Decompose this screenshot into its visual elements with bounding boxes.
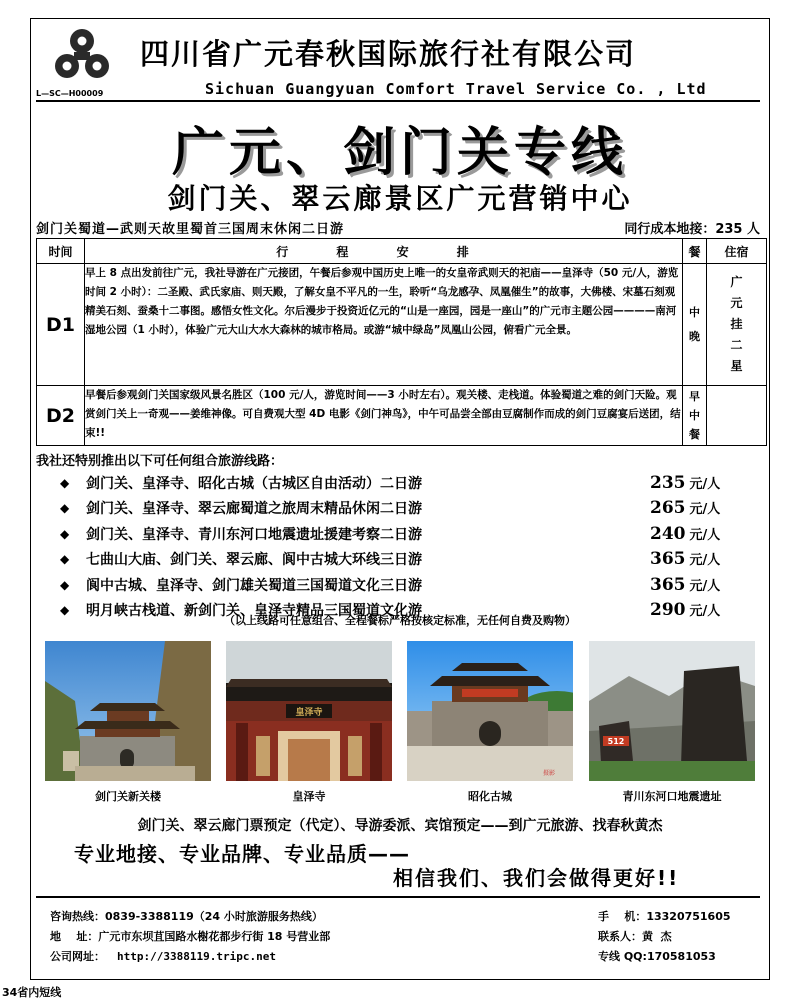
price-value: 365 — [650, 549, 686, 570]
stay-char: 二 — [730, 338, 743, 352]
combo-name: 剑门关、皇泽寺、翠云廊蜀道之旅周末精品休闲二日游 — [86, 501, 422, 518]
day-stay — [707, 386, 767, 446]
stay-char: 广 — [730, 275, 743, 289]
footer-note: 34省内短线 — [2, 986, 62, 999]
slogan-line-1: 专业地接、专业品牌、专业品质—— — [74, 842, 410, 866]
hotline-label: 咨询热线： — [50, 910, 105, 923]
website — [50, 948, 276, 964]
memorial-stone-photo-icon — [589, 641, 755, 781]
stone-label: 512 — [607, 737, 625, 746]
hotline-value: 0839-3388119（24 小时旅游服务热线） — [105, 910, 323, 923]
day-description: 早餐后参观剑门关国家级风景名胜区（100 元/人，游览时间——3 小时左右）。观关楼、走栈道。体验蜀道之难的剑门天险。观赏剑门关上一奇观——姜维神像。可自费观大型 4D 电影《剑门神鸟》，中午可品尝全部由豆腐制作而成的剑门豆腐宴后送团，结束!! — [85, 386, 683, 446]
price-value: 240 — [650, 523, 686, 544]
main-title: 广元、剑门关专线 — [171, 123, 628, 183]
day-label: D2 — [37, 386, 85, 446]
stay-char: 元 — [730, 296, 743, 310]
combo-name: 七曲山大庙、剑门关、翠云廊、阆中古城大环线三日游 — [86, 552, 422, 569]
list-item — [60, 547, 750, 573]
header-time: 时间 — [37, 239, 85, 264]
address-value: 广元市东坝苴国路水榭花都步行街 18 号营业部 — [98, 930, 331, 943]
list-item — [60, 470, 750, 496]
header-divider — [36, 100, 760, 102]
sub-title: 剑门关、翠云廊景区广元营销中心 — [167, 182, 633, 215]
combo-price — [650, 473, 720, 493]
slogan-line-2: 相信我们、我们会做得更好!! — [393, 866, 680, 890]
table-header-row — [37, 239, 767, 264]
table-row-d2 — [37, 386, 767, 446]
price-unit: 元/人 — [689, 476, 721, 492]
mobile — [598, 908, 731, 924]
price-unit: 元/人 — [689, 604, 721, 620]
s-swirl-logo-icon — [52, 28, 112, 80]
contact-person — [598, 928, 672, 944]
itinerary-table — [36, 238, 767, 446]
price-value: 265 — [650, 498, 686, 519]
combo-name: 剑门关、皇泽寺、青川东河口地震遗址援建考察二日游 — [86, 526, 422, 543]
stay-char: 星 — [730, 359, 743, 373]
meal-item: 早 — [689, 390, 700, 403]
header-stay: 住宿 — [707, 239, 767, 264]
list-item — [60, 496, 750, 522]
license-number: L—SC—H00009 — [36, 89, 104, 98]
diamond-bullet-icon: ◆ — [60, 603, 70, 618]
price-unit: 元/人 — [689, 527, 721, 543]
price-value: 235 — [650, 472, 686, 493]
price-unit: 元/人 — [689, 578, 721, 594]
combo-heading: 我社还特别推出以下可任何组合旅游线路： — [36, 454, 284, 469]
day-meals — [683, 264, 707, 386]
qq-label: 专线 QQ: — [598, 950, 647, 963]
website-link[interactable]: http://3388119.tripc.net — [117, 950, 276, 963]
temple-plaque: 皇泽寺 — [295, 708, 323, 718]
city-gate-photo-icon — [407, 641, 573, 781]
address-label: 地 址： — [50, 930, 99, 943]
day-description: 早上 8 点出发前往广元，我社导游在广元接团，午餐后参观中国历史上唯一的女皇帝武则天的祀庙——皇泽寺（50 元/人，游览时间 2 小时）：二圣殿、武氏家庙、则天殿，了解女皇不平凡的一生，聆听“乌龙感孕、凤凰催生”的故事，大佛楼、宋墓石刻观精美石刻、蚕桑十二事图。感悟女性文化。尔后漫步于投资近亿元的“山是一座园，园是一座山”的广元市主题公园————南河湿地公园（1 小时），体验广元大山大水大森林的城市格局。或游“城中绿岛”凤凰山公园，俯看广元全景。 — [85, 264, 683, 386]
diamond-bullet-icon: ◆ — [60, 552, 70, 567]
combo-price — [650, 575, 720, 595]
header-plan: 行 程 安 排 — [85, 239, 683, 264]
list-item — [60, 521, 750, 547]
stay-char: 挂 — [730, 317, 743, 331]
price-unit: 元/人 — [689, 502, 721, 518]
qq — [598, 948, 716, 964]
company-name-cn: 四川省广元春秋国际旅行社有限公司 — [140, 37, 637, 71]
temple-gate-photo-icon — [226, 641, 392, 781]
price-value: 365 — [650, 574, 686, 595]
combo-price — [650, 498, 720, 518]
day-meals — [683, 386, 707, 446]
price-value: 290 — [650, 600, 686, 621]
combo-price — [650, 549, 720, 569]
hotline — [50, 908, 323, 924]
diamond-bullet-icon: ◆ — [60, 501, 70, 516]
service-line: 剑门关、翠云廊门票预定（代定）、导游委派、宾馆预定——到广元旅游、找春秋黄杰 — [137, 818, 663, 834]
address — [50, 928, 330, 944]
diamond-bullet-icon: ◆ — [60, 526, 70, 541]
footer-divider — [36, 896, 760, 898]
price-unit: 元/人 — [689, 553, 721, 569]
company-name-en: Sichuan Guangyuan Comfort Travel Service Co. , Ltd — [205, 80, 707, 98]
header-meal: 餐 — [683, 239, 707, 264]
mobile-label: 手 机： — [598, 910, 647, 923]
website-label: 公司网址： — [50, 950, 105, 963]
combo-name: 明月峡古栈道、新剑门关、皇泽寺精品三国蜀道文化游 — [86, 603, 422, 620]
combo-name: 阆中古城、皇泽寺、剑门雄关蜀道三国蜀道文化三日游 — [86, 577, 422, 594]
person-label: 联系人： — [598, 930, 642, 943]
photo-caption: 剑门关新关楼 — [95, 790, 161, 803]
day-stay — [707, 264, 767, 386]
table-row-d1 — [37, 264, 767, 386]
gate-tower-photo-icon — [45, 641, 211, 781]
person-value: 黄 杰 — [642, 930, 672, 943]
diamond-bullet-icon: ◆ — [60, 475, 70, 490]
route-cost: 同行成本地接：235 人 — [624, 222, 760, 237]
meal-item: 餐 — [689, 428, 700, 441]
watermark: 摄影 — [542, 770, 555, 777]
list-item — [60, 572, 750, 598]
meal-item: 中 — [689, 305, 700, 319]
route-title: 剑门关蜀道—武则天故里蜀首三国周末休闲二日游 — [36, 222, 345, 237]
meal-item: 晚 — [689, 329, 700, 343]
photo-caption: 皇泽寺 — [292, 790, 326, 803]
photo-caption: 昭化古城 — [468, 790, 512, 803]
mobile-value: 13320751605 — [646, 910, 731, 923]
photo-caption: 青川东河口地震遗址 — [622, 790, 722, 803]
diamond-bullet-icon: ◆ — [60, 577, 70, 592]
combo-price — [650, 524, 720, 544]
combo-name: 剑门关、皇泽寺、昭化古城（古城区自由活动）二日游 — [86, 475, 422, 492]
day-label: D1 — [37, 264, 85, 386]
combo-note: （以上线路可任意组合、全程餐标严格按核定标准，无任何自费及购物） — [224, 614, 576, 627]
meal-item: 中 — [689, 409, 700, 422]
combo-list — [60, 470, 750, 623]
qq-value: 170581053 — [646, 950, 716, 963]
